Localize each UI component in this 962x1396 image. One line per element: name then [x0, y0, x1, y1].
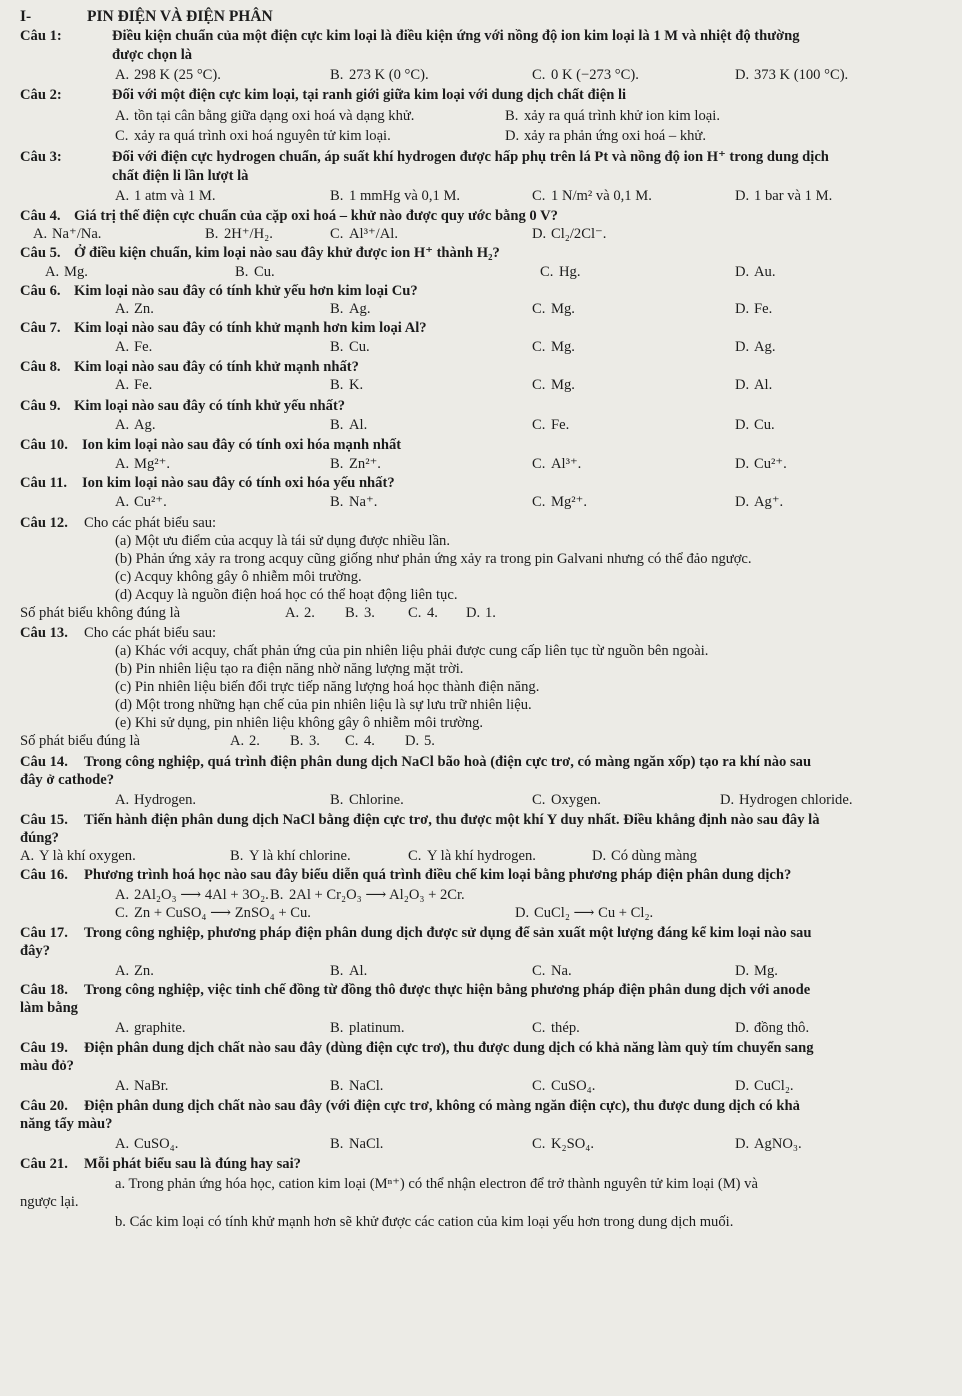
question-label: Câu 4. [20, 208, 61, 224]
option-text: Cu. [349, 339, 370, 355]
statement-text: b. Các kim loại có tính khử mạnh hơn sẽ khử được các cation của kim loại yếu hơn trong dung dịch muối. [115, 1214, 734, 1230]
option-letter: A. [115, 456, 130, 472]
option-letter: C. [532, 188, 546, 204]
option-text: Fe. [754, 301, 773, 317]
option-text: Có dùng màng [611, 848, 697, 864]
statement-text: (b) Pin nhiên liệu tạo ra điện năng nhờ năng lượng mặt trời. [115, 661, 464, 677]
option-text: 298 K (25 °C). [134, 67, 221, 83]
question-label: Câu 12. [20, 515, 68, 531]
option-text: Oxygen. [551, 792, 601, 808]
option-text: tồn tại cân bằng giữa dạng oxi hoá và dạng khử. [134, 108, 415, 124]
option-text: 2H⁺/H₂. [224, 226, 273, 242]
question-text: Điện phân dung dịch chất nào sau đây (với điện cực trơ, không có màng ngăn điện cực), thu được dung dịch có khả [84, 1098, 800, 1114]
option-text: Cu. [754, 417, 775, 433]
option-letter: C. [532, 377, 546, 393]
statement-text: (c) Pin nhiên liệu biến đổi trực tiếp năng lượng hoá học thành điện năng. [115, 679, 540, 695]
option-letter: D. [720, 792, 735, 808]
option-letter: D. [735, 1136, 750, 1152]
option-text: 3. [309, 733, 320, 749]
option-letter: D. [735, 494, 750, 510]
section-title: PIN ĐIỆN VÀ ĐIỆN PHÂN [87, 8, 273, 25]
question-text-cont: màu đỏ? [20, 1058, 74, 1074]
option-text: Na⁺. [349, 494, 378, 510]
option-letter: A. [45, 264, 60, 280]
option-letter: C. [115, 905, 129, 921]
option-letter: B. [290, 733, 304, 749]
option-text: Al. [349, 963, 368, 979]
option-text: Na⁺/Na. [52, 226, 102, 242]
option-text: Mg. [551, 377, 575, 393]
option-text: K. [349, 377, 364, 393]
option-text: Mg²⁺. [551, 494, 587, 510]
statement-text: (e) Khi sử dụng, pin nhiên liệu không gây ô nhiễm môi trường. [115, 715, 484, 731]
option-letter: A. [115, 377, 130, 393]
question-label: Câu 1: [20, 28, 62, 44]
option-letter: B. [330, 456, 344, 472]
option-letter: D. [405, 733, 420, 749]
option-text: Mg. [551, 339, 575, 355]
option-letter: C. [532, 1020, 546, 1036]
question-label: Câu 6. [20, 283, 61, 299]
question-text-cont: được chọn là [112, 47, 193, 63]
option-letter: B. [330, 339, 344, 355]
option-letter: B. [230, 848, 244, 864]
option-text: 5. [424, 733, 435, 749]
statement-text: (d) Acquy là nguồn điện hoá học có thể hoạt động liên tục. [115, 587, 458, 603]
option-text: Cu²⁺. [754, 456, 787, 472]
option-text: Na. [551, 963, 572, 979]
option-letter: B. [330, 1020, 344, 1036]
question-text: Kim loại nào sau đây có tính khử yếu nhất? [74, 398, 346, 414]
option-letter: B. [270, 887, 284, 903]
option-letter: C. [408, 605, 422, 621]
option-letter: C. [408, 848, 422, 864]
option-letter: C. [532, 792, 546, 808]
option-text: CuCl₂ ⟶ Cu + Cl₂. [534, 905, 654, 921]
question-text: Điều kiện chuẩn của một điện cực kim loại là điều kiện ứng với nồng độ ion kim loại là 1 M và nhiệt độ thường [112, 28, 800, 44]
option-text: 2Al₂O₃ ⟶ 4Al + 3O₂. [134, 887, 269, 903]
question-tail: Số phát biểu đúng là [20, 733, 140, 749]
option-text: Fe. [551, 417, 570, 433]
option-text: 1 N/m² và 0,1 M. [551, 188, 652, 204]
option-letter: B. [345, 605, 359, 621]
option-letter: B. [330, 963, 344, 979]
option-text: Mg. [64, 264, 88, 280]
question-label: Câu 11. [20, 475, 68, 491]
option-text: Cl₂/2Cl⁻. [551, 226, 607, 242]
option-text: 2. [304, 605, 315, 621]
option-text: NaCl. [349, 1078, 384, 1094]
statement-text: (b) Phản ứng xảy ra trong acquy cũng giống như phản ứng xảy ra trong pin Galvani nhưng có thể đảo ngược. [115, 551, 752, 567]
option-letter: C. [532, 417, 546, 433]
question-text: Kim loại nào sau đây có tính khử mạnh nhất? [74, 359, 359, 375]
question-text: Trong công nghiệp, quá trình điện phân dung dịch NaCl bão hoà (điện cực trơ, có màng ngăn xốp) tạo ra khí nào sau [84, 754, 812, 770]
question-label: Câu 10. [20, 437, 68, 453]
option-letter: D. [466, 605, 481, 621]
option-letter: A. [115, 887, 130, 903]
option-text: 1. [485, 605, 496, 621]
option-letter: B. [330, 67, 344, 83]
option-letter: B. [330, 494, 344, 510]
question-label: Câu 2: [20, 87, 62, 103]
option-text: 3. [364, 605, 375, 621]
statement-text: (d) Một trong những hạn chế của pin nhiên liệu là sự lưu trữ nhiên liệu. [115, 697, 532, 713]
statement-text: ngược lại. [20, 1194, 79, 1210]
question-text: Giá trị thế điện cực chuẩn của cặp oxi hoá – khử nào được quy ước bằng 0 V? [74, 208, 558, 224]
option-text: NaBr. [134, 1078, 169, 1094]
option-text: Hydrogen. [134, 792, 197, 808]
option-text: 4. [427, 605, 438, 621]
option-letter: D. [735, 1020, 750, 1036]
question-text-cont: làm bằng [20, 1000, 78, 1016]
option-text: đồng thô. [754, 1020, 810, 1036]
option-letter: B. [330, 792, 344, 808]
question-label: Câu 17. [20, 925, 68, 941]
option-letter: A. [33, 226, 48, 242]
option-letter: A. [230, 733, 245, 749]
option-letter: D. [735, 377, 750, 393]
option-text: Ag⁺. [754, 494, 784, 510]
question-text: Phương trình hoá học nào sau đây biểu diễn quá trình điều chế kim loại bằng phương pháp điện phân dung dịch? [84, 867, 792, 883]
question-label: Câu 16. [20, 867, 68, 883]
question-text: Điện phân dung dịch chất nào sau đây (dùng điện cực trơ), thu được dung dịch có khả năng làm quỳ tím chuyển sang [84, 1040, 814, 1056]
question-text: Tiến hành điện phân dung dịch NaCl bằng điện cực trơ, thu được một khí Y duy nhất. Điều khẳng định nào sau đây là [84, 812, 820, 828]
question-text-cont: đây? [20, 943, 51, 959]
question-text-cont: chất điện li lần lượt là [112, 168, 249, 184]
question-label: Câu 18. [20, 982, 68, 998]
option-letter: C. [345, 733, 359, 749]
option-text: Au. [754, 264, 776, 280]
option-text: 273 K (0 °C). [349, 67, 429, 83]
question-text: Đối với điện cực hydrogen chuẩn, áp suất khí hydrogen được hấp phụ trên lá Pt và nồng độ ion H⁺ trong dung dịch [112, 149, 829, 165]
option-letter: A. [115, 494, 130, 510]
question-label: Câu 15. [20, 812, 68, 828]
option-letter: D. [735, 1078, 750, 1094]
option-letter: A. [115, 792, 130, 808]
option-letter: A. [285, 605, 300, 621]
question-label: Câu 19. [20, 1040, 68, 1056]
option-text: Ag. [134, 417, 156, 433]
option-text: 2. [249, 733, 260, 749]
option-letter: A. [115, 108, 130, 124]
option-text: Hg. [559, 264, 581, 280]
statement-text: (a) Một ưu điểm của acquy là tái sử dụng được nhiều lần. [115, 533, 450, 549]
option-letter: D. [735, 67, 750, 83]
statement-text: (a) Khác với acquy, chất phản ứng của pin nhiên liệu phải được cung cấp liên tục từ nguồn bên ngoài. [115, 643, 709, 659]
option-text: Zn. [134, 963, 154, 979]
option-text: xảy ra phản ứng oxi hoá – khử. [524, 128, 706, 144]
option-letter: D. [532, 226, 547, 242]
option-text: 1 atm và 1 M. [134, 188, 216, 204]
option-letter: C. [532, 339, 546, 355]
option-letter: C. [532, 67, 546, 83]
option-letter: A. [115, 1020, 130, 1036]
option-letter: A. [115, 188, 130, 204]
statement-text: a. Trong phản ứng hóa học, cation kim loại (Mⁿ⁺) có thể nhận electron để trở thành nguyên tử kim loại (M) và [115, 1176, 758, 1192]
option-letter: C. [532, 494, 546, 510]
option-text: Al. [349, 417, 368, 433]
question-text-cont: năng tẩy màu? [20, 1116, 113, 1132]
option-letter: A. [115, 339, 130, 355]
option-letter: D. [505, 128, 520, 144]
option-text: 373 K (100 °C). [754, 67, 849, 83]
option-text: Fe. [134, 339, 153, 355]
option-letter: A. [115, 417, 130, 433]
question-text: Trong công nghiệp, phương pháp điện phân dung dịch được sử dụng để sản xuất một lượng đáng kể kim loại nào sau [84, 925, 812, 941]
question-text: Cho các phát biểu sau: [84, 625, 217, 641]
question-text: Trong công nghiệp, việc tinh chế đồng từ đồng thô được thực hiện bằng phương pháp điện phân dung dịch với anode [84, 982, 811, 998]
statement-text: (c) Acquy không gây ô nhiễm môi trường. [115, 569, 362, 585]
option-letter: B. [330, 377, 344, 393]
option-text: K₂SO₄. [551, 1136, 595, 1152]
option-letter: A. [20, 848, 35, 864]
option-letter: D. [735, 301, 750, 317]
option-letter: B. [330, 1136, 344, 1152]
option-letter: C. [532, 456, 546, 472]
option-text: Y là khí oxygen. [39, 848, 136, 864]
question-label: Câu 3: [20, 149, 62, 165]
option-text: Y là khí chlorine. [249, 848, 351, 864]
option-letter: B. [330, 1078, 344, 1094]
option-letter: B. [505, 108, 519, 124]
option-letter: C. [532, 301, 546, 317]
question-tail: Số phát biểu không đúng là [20, 605, 181, 621]
section-number: I- [20, 8, 32, 25]
option-text: Zn. [134, 301, 154, 317]
question-text: Kim loại nào sau đây có tính khử mạnh hơn kim loại Al? [74, 320, 427, 336]
option-text: xảy ra quá trình khử ion kim loại. [524, 108, 720, 124]
question-text: Ion kim loại nào sau đây có tính oxi hóa mạnh nhất [82, 437, 402, 453]
option-text: 2Al + Cr₂O₃ ⟶ Al₂O₃ + 2Cr. [289, 887, 465, 903]
option-letter: B. [330, 417, 344, 433]
option-text: Ag. [754, 339, 776, 355]
question-label: Câu 5. [20, 245, 61, 261]
question-label: Câu 20. [20, 1098, 68, 1114]
option-text: 1 bar và 1 M. [754, 188, 833, 204]
option-letter: D. [735, 963, 750, 979]
option-text: graphite. [134, 1020, 186, 1036]
option-letter: A. [115, 963, 130, 979]
question-label: Câu 21. [20, 1156, 68, 1172]
option-text: 0 K (−273 °C). [551, 67, 639, 83]
question-text: Ở điều kiện chuẩn, kim loại nào sau đây khử được ion H⁺ thành H₂? [74, 245, 500, 261]
option-text: AgNO₃. [754, 1136, 802, 1152]
question-label: Câu 9. [20, 398, 61, 414]
option-text: NaCl. [349, 1136, 384, 1152]
option-text: xảy ra quá trình oxi hoá nguyên tử kim loại. [134, 128, 391, 144]
option-text: Fe. [134, 377, 153, 393]
option-text: Al. [754, 377, 773, 393]
option-text: Cu. [254, 264, 275, 280]
option-text: Mg. [754, 963, 778, 979]
question-text: Mỗi phát biểu sau là đúng hay sai? [84, 1156, 301, 1172]
option-text: Cu²⁺. [134, 494, 167, 510]
question-text-cont: đây ở cathode? [20, 772, 115, 788]
option-text: Y là khí hydrogen. [427, 848, 536, 864]
question-label: Câu 8. [20, 359, 61, 375]
option-text: Hydrogen chloride. [739, 792, 853, 808]
option-letter: B. [330, 188, 344, 204]
option-letter: C. [330, 226, 344, 242]
option-text: CuSO₄. [551, 1078, 596, 1094]
option-letter: A. [115, 1078, 130, 1094]
option-text: Mg²⁺. [134, 456, 170, 472]
option-text: Zn + CuSO₄ ⟶ ZnSO₄ + Cu. [134, 905, 311, 921]
option-letter: D. [735, 456, 750, 472]
question-text: Cho các phát biểu sau: [84, 515, 217, 531]
question-text-cont: đúng? [20, 830, 59, 846]
option-text: CuSO₄. [134, 1136, 179, 1152]
option-letter: B. [205, 226, 219, 242]
option-text: platinum. [349, 1020, 405, 1036]
option-letter: A. [115, 67, 130, 83]
option-letter: B. [235, 264, 249, 280]
option-letter: C. [532, 963, 546, 979]
option-letter: D. [735, 417, 750, 433]
option-text: 1 mmHg và 0,1 M. [349, 188, 461, 204]
option-letter: C. [540, 264, 554, 280]
option-letter: D. [735, 188, 750, 204]
option-letter: A. [115, 301, 130, 317]
option-text: thép. [551, 1020, 580, 1036]
option-text: Chlorine. [349, 792, 404, 808]
question-text: Ion kim loại nào sau đây có tính oxi hóa yếu nhất? [82, 475, 395, 491]
option-letter: D. [735, 264, 750, 280]
option-letter: C. [532, 1136, 546, 1152]
option-letter: C. [532, 1078, 546, 1094]
option-letter: C. [115, 128, 129, 144]
option-text: Mg. [551, 301, 575, 317]
option-text: Al³⁺/Al. [349, 226, 398, 242]
option-letter: D. [515, 905, 530, 921]
question-label: Câu 13. [20, 625, 68, 641]
option-text: 4. [364, 733, 375, 749]
question-label: Câu 14. [20, 754, 68, 770]
option-text: Ag. [349, 301, 371, 317]
question-text: Kim loại nào sau đây có tính khử yếu hơn kim loại Cu? [74, 283, 418, 299]
option-text: CuCl₂. [754, 1078, 794, 1094]
question-label: Câu 7. [20, 320, 61, 336]
option-letter: A. [115, 1136, 130, 1152]
option-letter: D. [735, 339, 750, 355]
option-letter: D. [592, 848, 607, 864]
question-text: Đối với một điện cực kim loại, tại ranh giới giữa kim loại với dung dịch chất điện li [112, 87, 627, 103]
option-text: Al³⁺. [551, 456, 582, 472]
option-text: Zn²⁺. [349, 456, 381, 472]
option-letter: B. [330, 301, 344, 317]
